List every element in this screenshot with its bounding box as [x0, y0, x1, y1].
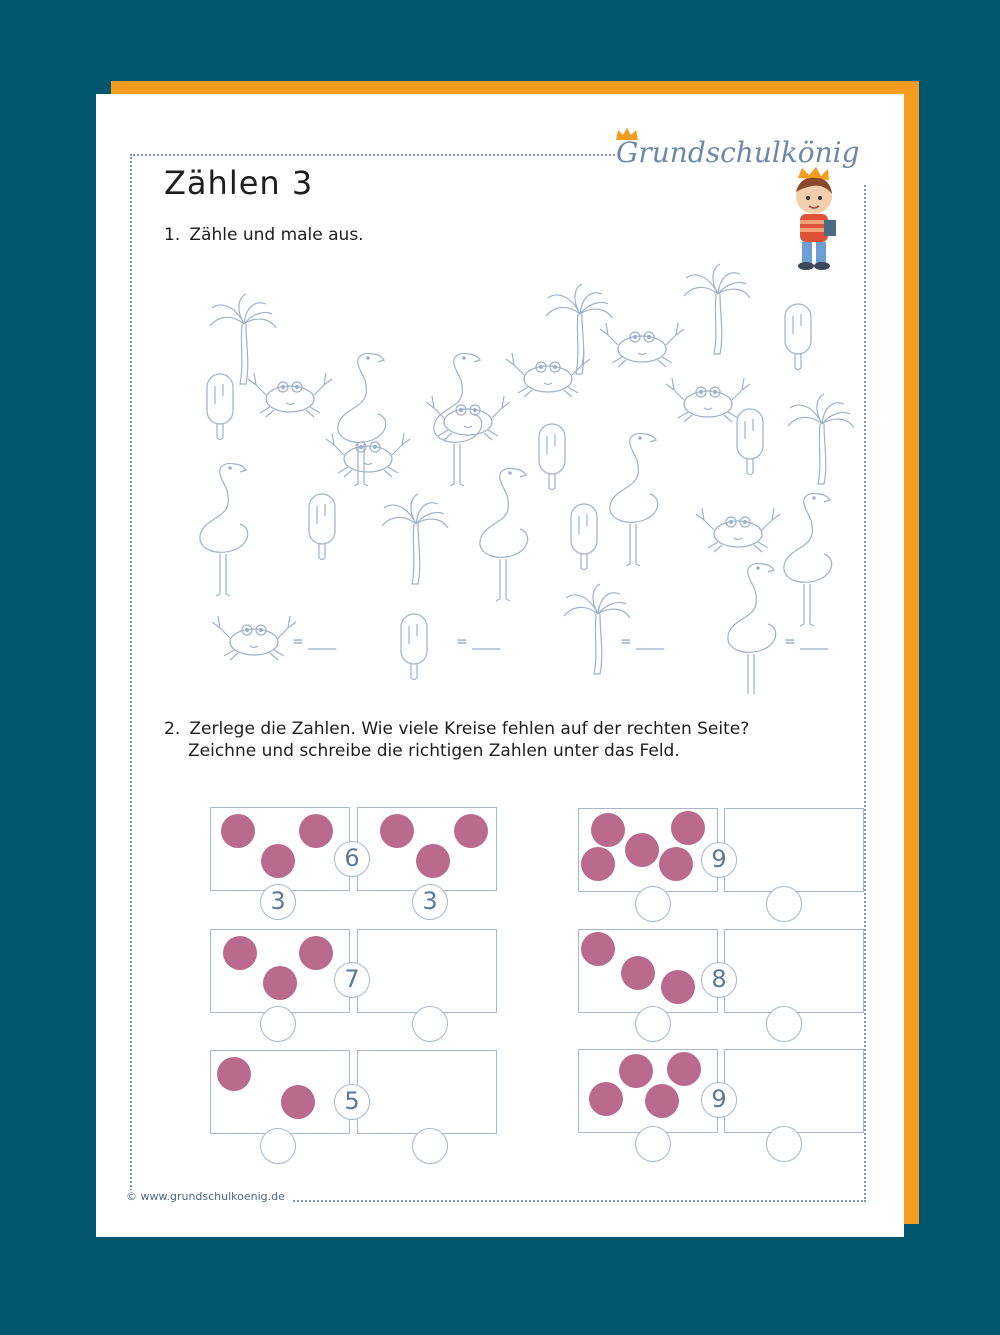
right-field[interactable] [357, 1050, 497, 1134]
right-answer-circle[interactable] [766, 1006, 802, 1042]
dot [223, 936, 257, 970]
dot [625, 833, 659, 867]
page-title: Zählen 3 [164, 164, 314, 202]
dot [621, 956, 655, 990]
dot [263, 966, 297, 1000]
total-number: 9 [701, 842, 737, 878]
dot [645, 1084, 679, 1118]
task-2-number: 2. [164, 719, 181, 739]
right-field[interactable] [724, 1049, 864, 1133]
logo-text: Grundschulkönig [616, 136, 860, 169]
dot [581, 932, 615, 966]
dot [661, 970, 695, 1004]
counting-picture [96, 94, 904, 694]
dot [591, 813, 625, 847]
answer-palm-tree: = ____ [620, 634, 665, 650]
dot [416, 844, 450, 878]
dot [380, 814, 414, 848]
left-answer-circle[interactable] [635, 1126, 671, 1162]
footer-copyright: © www.grundschulkoenig.de [126, 1190, 291, 1203]
answer-popsicle: = ____ [456, 634, 501, 650]
left-answer-circle[interactable]: 3 [260, 884, 296, 920]
left-field [210, 807, 350, 891]
total-number: 6 [334, 841, 370, 877]
answer-flamingo: = ____ [784, 634, 829, 650]
left-field [210, 929, 350, 1013]
dot [261, 844, 295, 878]
dot [581, 847, 615, 881]
left-field [578, 808, 718, 892]
dot [619, 1054, 653, 1088]
dot [299, 814, 333, 848]
right-answer-circle[interactable] [412, 1006, 448, 1042]
left-answer-circle[interactable] [260, 1006, 296, 1042]
dot [589, 1082, 623, 1116]
dot [281, 1085, 315, 1119]
task-2-instruction [164, 718, 749, 762]
right-field[interactable] [357, 807, 497, 891]
dot [299, 936, 333, 970]
worksheet [96, 94, 904, 1237]
task-2-line-1: Zerlege die Zahlen. Wie viele Kreise fehlen auf der rechten Seite? [189, 719, 750, 739]
right-field[interactable] [724, 929, 864, 1013]
left-answer-circle[interactable] [635, 886, 671, 922]
right-answer-circle[interactable] [766, 886, 802, 922]
dot [671, 811, 705, 845]
task-1-number: 1. [164, 225, 181, 245]
dot [667, 1052, 701, 1086]
answer-crab: = ____ [292, 634, 337, 650]
right-answer-circle[interactable] [412, 1128, 448, 1164]
left-field [210, 1050, 350, 1134]
total-number: 5 [334, 1084, 370, 1120]
left-answer-circle[interactable] [635, 1006, 671, 1042]
total-number: 8 [701, 962, 737, 998]
dot [454, 814, 488, 848]
right-answer-circle[interactable]: 3 [412, 884, 448, 920]
dot [217, 1057, 251, 1091]
total-number: 9 [701, 1082, 737, 1118]
right-field[interactable] [724, 808, 864, 892]
left-answer-circle[interactable] [260, 1128, 296, 1164]
right-answer-circle[interactable] [766, 1126, 802, 1162]
left-field [578, 1049, 718, 1133]
dot [659, 847, 693, 881]
dot [221, 814, 255, 848]
task-1-text: Zähle und male aus. [189, 225, 364, 245]
left-field [578, 929, 718, 1013]
right-field[interactable] [357, 929, 497, 1013]
task-2-line-2: Zeichne und schreibe die richtigen Zahlen unter das Feld. [188, 741, 680, 761]
total-number: 7 [334, 962, 370, 998]
